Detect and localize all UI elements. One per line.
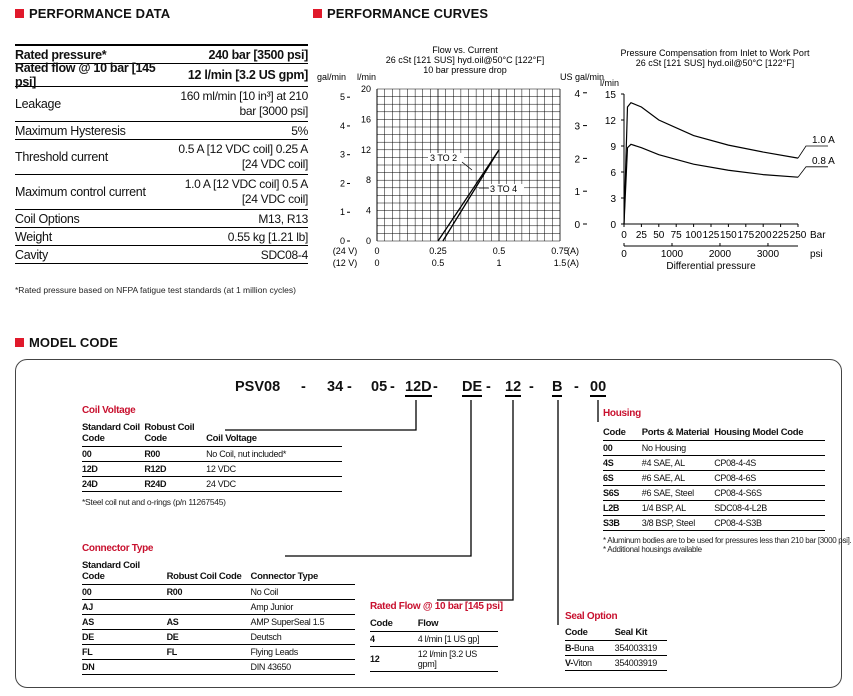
y-tick-label-gpm: 1 [339,207,345,218]
table-cell: DE [82,630,167,645]
label-leader [798,167,828,177]
table-cell: #6 SAE, AL [642,471,714,486]
table-cell: S6S [603,486,642,501]
table-header-row [603,426,825,441]
perf-value: M13, R13 [258,211,308,226]
table-cell: 354003319 [615,641,667,656]
table-row [603,471,825,486]
perf-row [15,87,308,122]
part-separator: - [347,379,352,395]
y-tick-label-lmin: 0 [365,236,371,246]
perf-row [15,210,308,228]
x-row-label: (24 V) [332,246,358,256]
x-tick-label-bar: 200 [754,230,772,241]
x-tick-label-bar: 125 [702,230,720,241]
series-line [624,144,798,224]
y-tick-label-gpm: 3 [574,121,580,133]
x-tick-label: 1 [496,258,502,268]
table-cell: CP08-4-4S [714,456,825,471]
y-tick-label-gpm: 1 [574,187,580,199]
x-tick-label-psi: 0 [621,249,627,260]
y-tick-label-lmin: 12 [604,116,616,127]
table-row [603,441,825,456]
table-cell [167,600,251,615]
table-row [82,645,355,660]
x-tick-label: 0 [374,246,380,256]
column-header: Code [370,617,418,632]
y-tick-label-gpm: 3 [339,149,345,160]
seal-table [565,626,667,671]
part-segment: PSV08 [235,379,281,395]
perf-value: 1.0 A [12 VDC coil] 0.5 A [24 VDC coil] [184,177,308,206]
table-cell: 00 [603,441,642,456]
series-label: 3 TO 2 [430,153,458,163]
y-tick-label-lmin: 6 [610,168,616,179]
table-row [603,456,825,471]
series-label: 3 TO 4 [490,184,518,194]
seal-code: V- [565,658,573,668]
seal-material: Viton [572,658,592,668]
seal-section [565,611,667,671]
table-cell: 354003919 [615,656,667,671]
rated-pressure-footnote: *Rated pressure based on NFPA fatigue test standards (at 1 million cycles) [15,285,296,295]
table-row [82,477,342,492]
x-tick-label: 0.5 [431,258,445,268]
x-tick-label-bar: 75 [670,230,682,241]
y-tick-label-gpm: 2 [339,178,345,189]
part-separator: - [529,379,534,395]
table-cell: CP08-4-S3B [714,516,825,531]
column-header: Flow [418,617,498,632]
table-cell: 3/8 BSP, Steel [642,516,714,531]
column-header: Code [603,426,642,441]
table-cell: 12 l/min [3.2 US gpm] [418,647,498,672]
coil-voltage-section [82,405,342,507]
x-tick-label: (A) [567,258,579,268]
part-separator: - [486,379,491,395]
y-tick-label-lmin: 9 [610,142,616,153]
part-segment: 12 [505,379,522,395]
table-cell: R12D [144,462,206,477]
column-header: Ports & Material [642,426,714,441]
part-separator: - [390,379,395,395]
perf-label: Rated flow @ 10 bar [145 psi] [15,61,156,89]
table-cell: AS [167,615,251,630]
table-row [82,600,355,615]
table-cell: 6S [603,471,642,486]
x-tick-label: (A) [567,246,579,256]
red-square-icon [313,9,322,18]
performance-data-heading: PERFORMANCE DATA [15,6,170,21]
table-cell: AS [82,615,167,630]
x-tick-label-psi: 3000 [756,249,780,260]
perf-row [15,246,308,264]
table-row [82,615,355,630]
column-header: Connector Type [251,559,355,585]
part-segment: 05 [371,379,388,395]
perf-row [15,122,308,140]
table-cell [714,441,825,456]
table-header-row [82,421,342,447]
y-tick-label-gpm: 0 [339,236,345,246]
table-cell: #4 SAE, AL [642,456,714,471]
x-axis-label: Differential pressure [666,261,756,272]
table-row [82,585,355,600]
chart1-yunit-gpm: gal/min [317,72,347,82]
x-tick-label: 1.5 [553,258,567,268]
table-cell: R00 [167,585,251,600]
x-tick-label-bar: 250 [789,230,807,241]
column-header: Seal Kit [615,626,667,641]
perf-value: SDC08-4 [260,247,308,262]
table-cell: L2B [603,501,642,516]
y-tick-label-lmin: 0 [610,220,616,231]
perf-label: Cavity [15,247,48,262]
x-tick-label-psi: 1000 [660,249,684,260]
table-cell: 24D [82,477,144,492]
perf-label: Leakage [15,97,61,111]
table-cell: 12 [370,647,418,672]
part-segment: DE [462,379,483,395]
x-tick-label-bar: 150 [720,230,737,241]
table-header-row [370,617,498,632]
column-header: Standard Coil Code [82,559,167,585]
table-header-row [565,626,667,641]
perf-label: Weight [15,229,52,244]
housing-table [603,426,825,531]
coil-voltage-table [82,421,342,492]
table-cell: AJ [82,600,167,615]
table-cell: DE [167,630,251,645]
perf-row [15,228,308,246]
table-cell: 1/4 BSP, AL [642,501,714,516]
table-row [82,660,355,675]
chart2-yunit-gpm-line1: US gal/min [560,72,605,82]
y-tick-label-lmin: 4 [365,205,371,216]
rated-flow-section [370,601,503,672]
x-unit-bar: Bar [810,230,826,241]
x-tick-label-bar: 25 [635,230,647,241]
connector-table [82,559,355,675]
y-tick-label-lmin: 3 [610,194,616,205]
table-row [82,447,342,462]
x-tick-label-bar: 0 [621,230,627,241]
table-cell: 12D [82,462,144,477]
perf-value: 0.5 A [12 VDC coil] 0.25 A [24 VDC coil] [178,142,308,171]
y-tick-label-lmin: 16 [360,114,371,125]
perf-row [15,61,308,89]
table-row [565,656,667,671]
table-cell: No Housing [642,441,714,456]
x-tick-label-psi: 2000 [708,249,732,260]
table-cell: CP08-4-6S [714,471,825,486]
x-unit-psi: psi [810,249,823,260]
table-row [603,486,825,501]
chart1-subtitle: 26 cSt [121 SUS] hyd.oil@50°C [122°F] [385,55,545,65]
x-tick-label-bar: 225 [772,230,789,241]
table-cell [565,641,615,656]
perf-label: Coil Options [15,211,80,226]
column-header: Coil Voltage [206,421,342,447]
table-cell: Flying Leads [251,645,355,660]
housing-note-2: * Additional housings available [603,545,702,554]
x-tick-label: 0.25 [429,246,447,256]
table-cell: Deutsch [251,630,355,645]
flow-vs-current-chart [315,42,579,274]
y-tick-label-lmin: 20 [360,84,371,94]
housing-note-1: * Aluminum bodies are to be used for pressures less than 210 bar [3000 psi]. [603,536,852,545]
chart1-subtitle2: 10 bar pressure drop [423,65,507,75]
part-separator: - [574,379,579,395]
y-tick-label-gpm: 0 [574,220,580,231]
seal-material: Buna [573,643,594,653]
series-label: 1.0 A [812,135,835,146]
table-cell: FL [82,645,167,660]
y-tick-label-gpm: 5 [339,92,345,103]
y-tick-label-gpm: 4 [574,88,580,100]
y-tick-label-gpm: 4 [339,120,345,131]
pressure-compensation-chart [560,42,850,282]
table-row [82,630,355,645]
label-leader [462,162,472,170]
chart1-yunit-lmin: l/min [357,72,377,82]
table-cell: R00 [144,447,206,462]
table-cell: No Coil, nut included* [206,447,342,462]
x-tick-label: 0 [374,258,380,268]
column-header: Standard Coil Code [82,421,144,447]
perf-value: 0.55 kg [1.21 lb] [227,229,308,244]
y-tick-label-lmin: 12 [360,144,371,155]
part-separator: - [433,379,438,395]
table-cell: 4 l/min [1 US gp] [418,632,498,647]
table-cell: FL [167,645,251,660]
part-segment: 12D [405,379,432,395]
x-tick-label: 0.75 [551,246,569,256]
coil-voltage-title: Coil Voltage [82,405,136,416]
y-tick-label-lmin: 8 [365,175,371,186]
column-header: Robust Coil Code [167,559,251,585]
column-header: Robust Coil Code [144,421,206,447]
table-cell: SDC08-4-L2B [714,501,825,516]
performance-data-table [15,44,308,264]
seal-title: Seal Option [565,611,618,622]
table-row [82,462,342,477]
table-cell: 24 VDC [206,477,342,492]
table-cell: 4S [603,456,642,471]
table-row [370,647,498,672]
series-label: 0.8 A [812,155,835,167]
table-cell: 00 [82,585,167,600]
perf-label: Maximum control current [15,185,146,199]
table-cell: #6 SAE, Steel [642,486,714,501]
perf-value: 160 ml/min [10 in³] at 210 bar [3000 psi] [180,89,308,118]
table-cell: DIN 43650 [251,660,355,675]
chart2-title: Pressure Compensation from Inlet to Work Port [620,48,810,58]
red-square-icon [15,338,24,347]
model-code-heading: MODEL CODE [15,335,118,350]
chart2-subtitle: 26 cSt [121 SUS] hyd.oil@50°C [122°F] [635,58,795,68]
table-row [603,516,825,531]
series-line [624,103,798,224]
red-square-icon [15,9,24,18]
table-cell [565,656,615,671]
perf-value: 5% [291,123,308,138]
perf-row [15,175,308,210]
table-cell: CP08-4-S6S [714,486,825,501]
perf-label: Threshold current [15,150,108,164]
part-separator: - [301,379,306,395]
table-cell: 00 [82,447,144,462]
housing-title: Housing [603,408,641,419]
connector-title: Connector Type [82,543,154,554]
table-cell: DN [82,660,167,675]
table-cell: 4 [370,632,418,647]
table-header-row [82,559,355,585]
x-tick-label: 0.5 [492,246,506,256]
perf-value: 240 bar [3500 psi] [208,47,308,62]
housing-section [603,408,851,554]
table-cell [167,660,251,675]
table-row [565,641,667,656]
part-segment: 00 [590,379,607,395]
part-segment: B [552,379,563,395]
connector-section [82,543,355,675]
table-cell: Amp Junior [251,600,355,615]
rated-flow-table [370,617,498,672]
perf-value: 12 l/min [3.2 US gpm] [187,67,308,82]
rated-flow-title: Rated Flow @ 10 bar [145 psi] [370,601,503,612]
seal-code: B- [565,643,574,653]
table-row [603,501,825,516]
table-cell: No Coil [251,585,355,600]
table-row [370,632,498,647]
x-tick-label-bar: 100 [685,230,702,241]
table-cell: S3B [603,516,642,531]
y-tick-label-gpm: 2 [574,154,580,166]
x-tick-label-bar: 175 [737,230,755,241]
chart1-title: Flow vs. Current [432,45,498,55]
table-cell: 12 VDC [206,462,342,477]
x-tick-label-bar: 50 [653,230,665,241]
coil-voltage-note: *Steel coil nut and o-rings (p/n 11267545) [82,497,226,507]
y-tick-label-lmin: 15 [604,90,616,101]
column-header: Housing Model Code [714,426,825,441]
chart2-yunit-lmin: l/min [600,78,620,88]
table-cell: AMP SuperSeal 1.5 [251,615,355,630]
perf-label: Rated pressure* [15,47,107,62]
perf-row [15,140,308,175]
column-header: Code [565,626,615,641]
table-cell: R24D [144,477,206,492]
perf-label: Maximum Hysteresis [15,123,126,138]
x-row-label: (12 V) [332,258,358,268]
performance-curves-heading: PERFORMANCE CURVES [313,6,488,21]
part-segment: 34 [327,379,344,395]
